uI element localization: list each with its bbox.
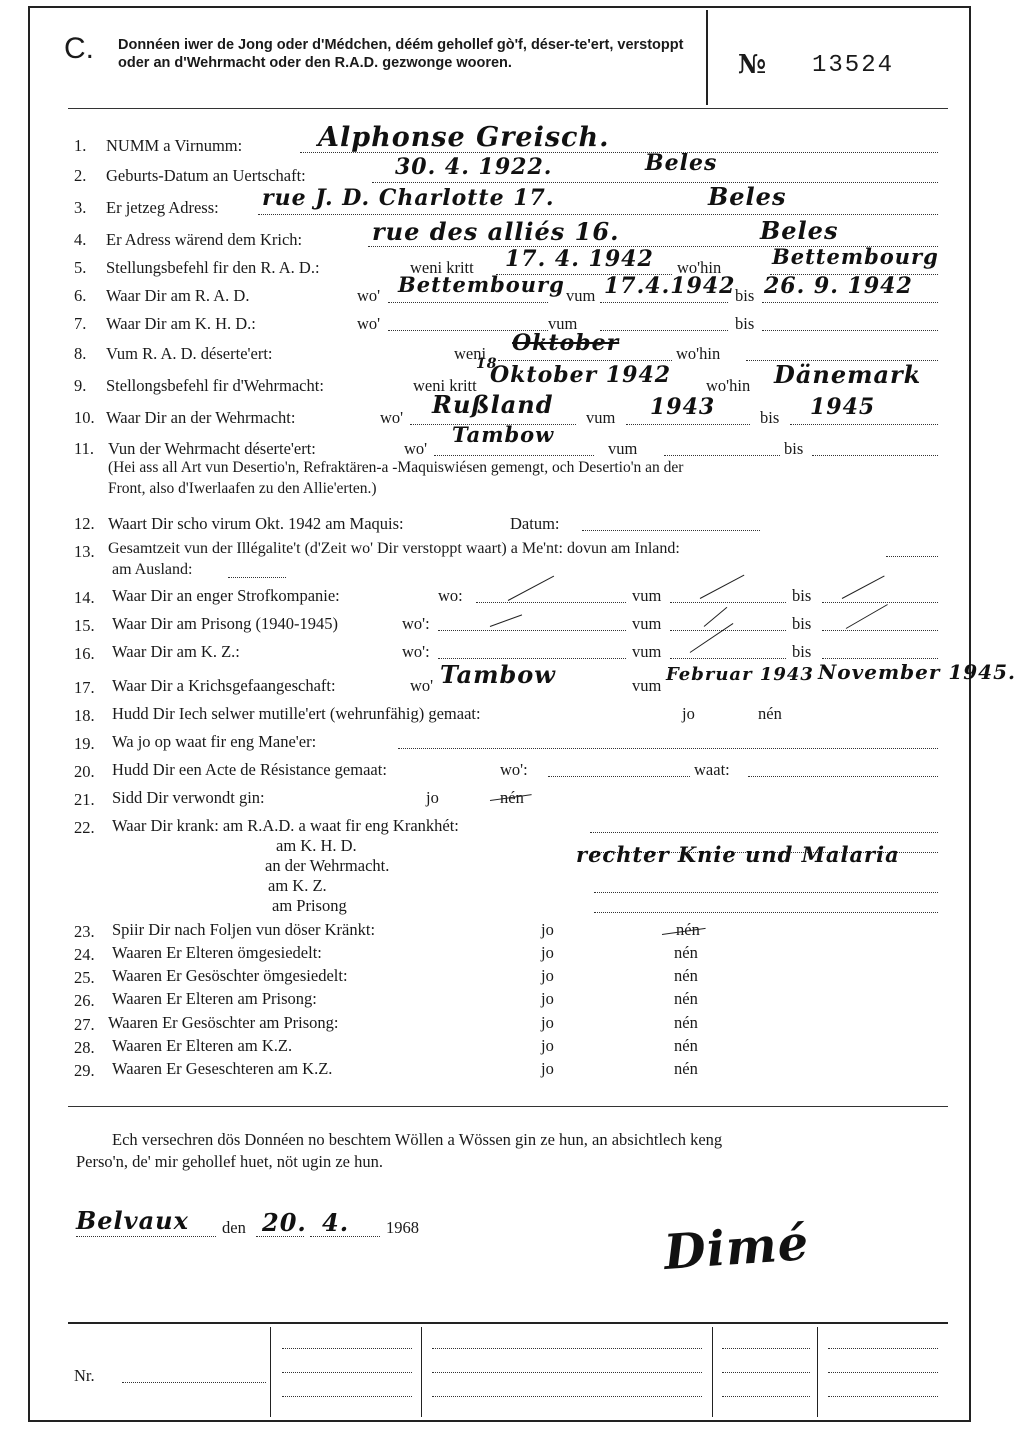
label-siblings-kz: Waaren Er Geseschteren am K.Z. <box>112 1059 333 1078</box>
footer-field-line <box>432 1396 702 1397</box>
footer-column-divider <box>712 1327 713 1417</box>
word-vum: vum <box>566 286 596 305</box>
line-number: 6. <box>74 286 87 305</box>
word-datum: Datum: <box>510 514 560 533</box>
wm-where-value: Rußland <box>432 390 554 419</box>
footer-nr-label: Nr. <box>74 1366 95 1385</box>
field-line <box>600 302 728 303</box>
word-wo: wo' <box>357 314 381 333</box>
line-number: 19. <box>74 734 95 753</box>
line-number: 8. <box>74 344 87 363</box>
word-bis: bis <box>792 614 812 633</box>
label-khd: Waar Dir am K. H. D.: <box>106 314 256 333</box>
word-waat: waat: <box>694 760 730 779</box>
field-line <box>748 776 938 777</box>
desertion-note-2: Front, also d'Iwerlaafen zu den Allie'erten.) <box>108 480 377 497</box>
field-line <box>822 658 938 659</box>
option-jo: jo <box>682 704 695 723</box>
line-number: 4. <box>74 230 87 249</box>
field-line <box>398 748 938 749</box>
word-wo: wo' <box>357 286 381 305</box>
field-line <box>790 424 938 425</box>
label-illness-prison: am Prisong <box>272 896 347 915</box>
address-value: rue J. D. Charlotte 17. <box>262 185 555 211</box>
word-den: den <box>222 1218 246 1237</box>
wm-to-value: 1945 <box>810 394 876 420</box>
label-illness: Waar Dir krank: am R.A.D. a waat fir eng Krankhét: <box>112 816 459 835</box>
option-jo: jo <box>541 1013 554 1032</box>
word-bis: bis <box>784 439 804 458</box>
line-number: 2. <box>74 166 87 185</box>
label-name: NUMM a Virnumm: <box>106 136 243 155</box>
field-line <box>122 1382 266 1383</box>
address-town-value: Beles <box>708 182 787 211</box>
option-jo: jo <box>541 920 554 939</box>
label-parents-kz: Waaren Er Elteren am K.Z. <box>112 1036 293 1055</box>
word-wo-plain: wo: <box>438 586 463 605</box>
war-address-value: rue des alliés 16. <box>372 217 620 246</box>
label-wm-order: Stellongsbefehl fir d'Wehrmacht: <box>106 376 324 395</box>
line-number: 5. <box>74 258 87 277</box>
line-number: 16. <box>74 644 95 663</box>
pow-from-value: Februar 1943 <box>666 664 814 685</box>
label-wm: Waar Dir an der Wehrmacht: <box>106 408 296 427</box>
line-number: 1. <box>74 136 87 155</box>
label-illness-khd: am K. H. D. <box>276 836 357 855</box>
rad-order-place-value: Bettembourg <box>772 244 939 269</box>
birth-date-value: 30. 4. 1922. <box>395 154 553 180</box>
field-line <box>626 424 750 425</box>
word-vum: vum <box>632 586 662 605</box>
field-line <box>476 602 626 603</box>
word-vum: vum <box>632 642 662 661</box>
label-consequences: Spiir Dir nach Foljen vun döser Kränkt: <box>112 920 376 939</box>
field-line <box>594 892 938 893</box>
label-rad-desert: Vum R. A. D. déserte'ert: <box>106 344 273 363</box>
word-vum: vum <box>548 314 578 333</box>
field-line <box>762 330 938 331</box>
line-number: 24. <box>74 945 95 964</box>
wm-order-place-value: Dänemark <box>774 360 922 389</box>
declaration-line-1: Ech versechren dös Donnéen no beschtem Wöllen a Wössen gin ze hun, an absichtlech keng <box>112 1130 723 1149</box>
line-number: 3. <box>74 198 87 217</box>
line-number: 7. <box>74 314 87 333</box>
wm-from-value: 1943 <box>650 394 716 420</box>
word-bis: bis <box>735 286 755 305</box>
option-jo: jo <box>426 788 439 807</box>
label-war-address: Er Adress wärend dem Krich: <box>106 230 303 249</box>
form-number: 13524 <box>812 52 895 79</box>
sign-day-value: 20. <box>262 1208 307 1237</box>
option-nen: nén <box>758 704 782 723</box>
field-line <box>670 602 786 603</box>
header-divider <box>706 10 708 105</box>
rad-desert-value: Oktober <box>512 330 620 356</box>
label-manner: Wa jo op waat fir eng Mane'er: <box>112 732 317 751</box>
option-jo: jo <box>541 989 554 1008</box>
footer-field-line <box>722 1348 810 1349</box>
option-nen: nén <box>676 920 700 939</box>
label-kz: Waar Dir am K. Z.: <box>112 642 240 661</box>
option-nen: nén <box>500 788 524 807</box>
word-bis: bis <box>792 642 812 661</box>
header-separator <box>68 108 948 109</box>
rad-order-date-value: 17. 4. 1942 <box>505 246 654 272</box>
rad-where-value: Bettembourg <box>398 272 565 297</box>
word-vum: vum <box>632 676 662 695</box>
line-number: 11. <box>74 439 95 458</box>
line-number: 13. <box>74 542 95 561</box>
line-number: 15. <box>74 616 95 635</box>
war-town-value: Beles <box>760 216 839 245</box>
word-wohin: wo'hin <box>676 344 721 363</box>
section-letter: C. <box>64 32 94 65</box>
field-line <box>498 360 672 361</box>
body-separator <box>68 1106 948 1107</box>
wm-order-date-value: Oktober 1942 <box>490 362 672 388</box>
word-bis: bis <box>760 408 780 427</box>
label-parents-prison: Waaren Er Elteren am Prisong: <box>112 989 317 1008</box>
number-symbol: № <box>738 50 767 80</box>
word-wo: wo' <box>410 676 434 695</box>
option-nen: nén <box>674 966 698 985</box>
label-siblings-resettled: Waaren Er Gesöschter ömgesiedelt: <box>112 966 348 985</box>
footer-field-line <box>432 1372 702 1373</box>
line-number: 29. <box>74 1061 95 1080</box>
word-wo: wo' <box>380 408 404 427</box>
wm-desert-where-value: Tambow <box>452 422 555 447</box>
name-value: Alphonse Greisch. <box>318 122 610 153</box>
footer-field-line <box>432 1348 702 1349</box>
line-number: 10. <box>74 408 95 427</box>
line-number: 25. <box>74 968 95 987</box>
line-number: 23. <box>74 922 95 941</box>
word-weni-kritt: weni kritt <box>410 258 474 277</box>
option-nen: nén <box>674 1013 698 1032</box>
field-line <box>76 1236 216 1237</box>
footer-field-line <box>828 1348 938 1349</box>
field-line <box>548 776 690 777</box>
option-jo: jo <box>541 1036 554 1055</box>
word-wo-colon: wo': <box>402 614 430 633</box>
field-line <box>228 577 286 578</box>
line-number: 21. <box>74 790 95 809</box>
option-jo: jo <box>541 943 554 962</box>
label-rad-order: Stellungsbefehl fir den R. A. D.: <box>106 258 320 277</box>
field-line <box>812 455 938 456</box>
field-line <box>664 455 780 456</box>
field-line <box>582 530 760 531</box>
word-bis: bis <box>792 586 812 605</box>
footer-field-line <box>828 1372 938 1373</box>
label-wm-desert: Vun der Wehrmacht déserte'ert: <box>108 439 316 458</box>
footer-field-line <box>828 1396 938 1397</box>
word-wohin: wo'hin <box>706 376 751 395</box>
label-illness-wm: an der Wehrmacht. <box>265 856 390 875</box>
sign-month-value: 4. <box>322 1208 350 1237</box>
option-nen: nén <box>674 1036 698 1055</box>
line-number: 12. <box>74 514 95 533</box>
word-weni: weni <box>454 344 487 363</box>
field-line <box>590 832 938 833</box>
label-siblings-prison: Waaren Er Gesöschter am Prisong: <box>108 1013 339 1032</box>
footer-column-divider <box>817 1327 818 1417</box>
line-number: 17. <box>74 678 95 697</box>
label-wounded: Sidd Dir verwondt gin: <box>112 788 265 807</box>
label-penal-company: Waar Dir an enger Strofkompanie: <box>112 586 340 605</box>
word-wo: wo' <box>404 439 428 458</box>
option-jo: jo <box>541 1059 554 1078</box>
label-maquis: Waart Dir scho virum Okt. 1942 am Maquis: <box>108 514 404 533</box>
line-number: 14. <box>74 588 95 607</box>
field-line <box>434 455 594 456</box>
label-address: Er jetzeg Adress: <box>106 198 219 217</box>
field-line <box>388 302 548 303</box>
field-line <box>670 630 786 631</box>
footer-field-line <box>722 1396 810 1397</box>
wm-order-day-value: 18 <box>476 356 498 372</box>
footer-field-line <box>282 1372 412 1373</box>
line-number: 27. <box>74 1015 95 1034</box>
label-resistance: Hudd Dir een Acte de Résistance gemaat: <box>112 760 387 779</box>
label-mutilation: Hudd Dir Iech selwer mutille'ert (wehrunfähig) gemaat: <box>112 704 481 723</box>
word-wo-colon: wo': <box>500 760 528 779</box>
pow-where-value: Tambow <box>440 660 556 689</box>
field-line <box>594 912 938 913</box>
word-vum: vum <box>632 614 662 633</box>
sign-year: 1968 <box>386 1218 419 1237</box>
word-wohin: wo'hin <box>677 258 722 277</box>
form-title: Donnéen iwer de Jong oder d'Médchen, déém gehollef gò'f, déser-te'ert, verstoppt oder an d'Wehrmacht oder den R.A.D. gezwonge wooren. <box>118 37 684 71</box>
field-line <box>258 214 938 215</box>
line-number: 18. <box>74 706 95 725</box>
line-number: 26. <box>74 991 95 1010</box>
footer-field-line <box>722 1372 810 1373</box>
sign-place-value: Belvaux <box>76 1206 189 1235</box>
label-rad: Waar Dir am R. A. D. <box>106 286 250 305</box>
field-line <box>822 602 938 603</box>
word-bis: bis <box>735 314 755 333</box>
declaration-line-2: Perso'n, de' mir gehollef huet, nöt ugin ze hun. <box>76 1152 384 1171</box>
line-number: 22. <box>74 818 95 837</box>
footer-column-divider <box>270 1327 271 1417</box>
option-nen: nén <box>674 989 698 1008</box>
label-abroad: am Ausland: <box>112 561 193 578</box>
option-jo: jo <box>541 966 554 985</box>
word-weni-kritt: weni kritt <box>413 376 477 395</box>
footer-field-line <box>282 1348 412 1349</box>
field-line <box>670 658 786 659</box>
field-line <box>438 658 626 659</box>
label-pow: Waar Dir a Krichsgefaangeschaft: <box>112 676 336 695</box>
word-vum: vum <box>608 439 638 458</box>
label-illegality: Gesamtzeit vun der Illégalite't (d'Zeit wo' Dir verstoppt waart) a Me'nt: dovun am Inland: <box>108 540 680 557</box>
signature: Dimé <box>662 1215 811 1281</box>
option-nen: nén <box>674 943 698 962</box>
line-number: 9. <box>74 376 87 395</box>
label-prison: Waar Dir am Prisong (1940-1945) <box>112 614 338 633</box>
word-wo-colon: wo': <box>402 642 430 661</box>
desertion-note-1: (Hei ass all Art vun Desertio'n, Refraktären-a -Maquiswiésen gemengt, och Desertio'n an der <box>108 459 684 476</box>
footer-column-divider <box>421 1327 422 1417</box>
birth-place-value: Beles <box>645 150 718 176</box>
field-line <box>886 556 938 557</box>
footer-field-line <box>282 1396 412 1397</box>
footer-table <box>68 1322 948 1420</box>
rad-to-value: 26. 9. 1942 <box>764 273 913 299</box>
illness-value: rechter Knie und Malaria <box>576 842 900 867</box>
label-illness-kz: am K. Z. <box>268 876 327 895</box>
line-number: 28. <box>74 1038 95 1057</box>
word-vum: vum <box>586 408 616 427</box>
field-line <box>822 630 938 631</box>
label-birth: Geburts-Datum an Uertschaft: <box>106 166 306 185</box>
field-line <box>372 182 938 183</box>
rad-from-value: 17.4.1942 <box>604 273 736 299</box>
option-nen: nén <box>674 1059 698 1078</box>
field-line <box>762 302 938 303</box>
pow-to-value: November 1945. <box>818 660 1016 684</box>
label-parents-resettled: Waaren Er Elteren ömgesiedelt: <box>112 943 322 962</box>
field-line <box>438 630 626 631</box>
line-number: 20. <box>74 762 95 781</box>
